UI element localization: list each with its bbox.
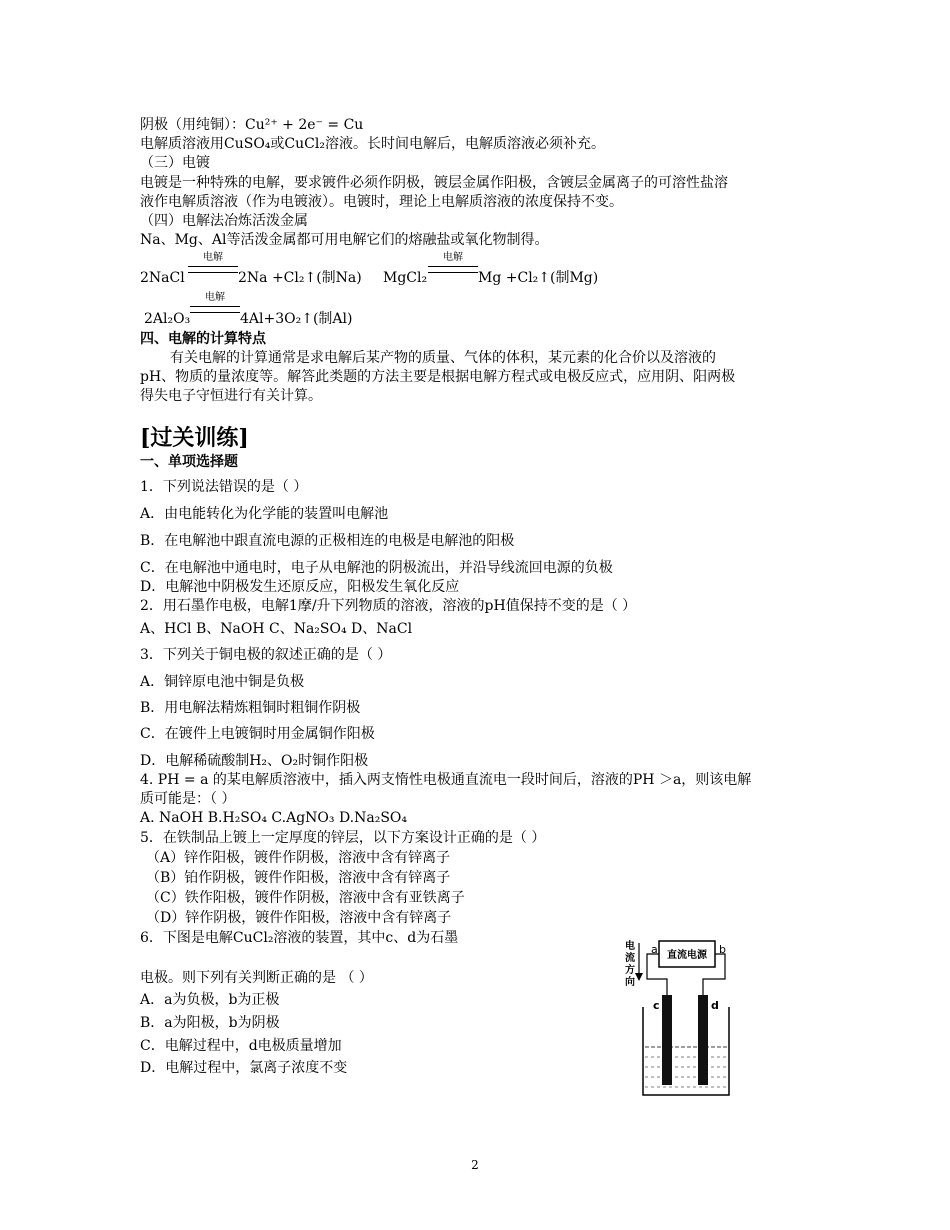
metal-smelting-text: Na、Mg、Al等活泼金属都可用电解它们的熔融盐或氧化物制得。 (140, 232, 549, 248)
eq3-product: 4Al+3O₂↑(制Al) (240, 311, 353, 327)
calc-text-1: 有关电解的计算通常是求电解后某产物的质量、气体的体积，某元素的化合价以及溶液的 (170, 350, 716, 366)
eq2-equals-sign (428, 266, 478, 273)
q1-option-b: B．在电解池中跟直流电源的正极相连的电极是电解池的阳极 (140, 533, 515, 549)
electrode-d-label: d (711, 999, 719, 1012)
q3-option-a: A．铜锌原电池中铜是负极 (140, 674, 305, 690)
current-direction-arrowhead (635, 973, 643, 981)
eq1-equals-sign (188, 266, 238, 273)
eq1-reactant: 2NaCl (140, 270, 185, 286)
q5-option-b: （B）铂作阴极，镀件作阳极，溶液中含有锌离子 (146, 870, 451, 886)
q1-option-a: A．由电能转化为化学能的装置叫电解池 (140, 506, 389, 522)
q5-stem: 5．在铁制品上镀上一定厚度的锌层，以下方案设计正确的是（ ） (140, 830, 546, 846)
q5-option-d: （D）锌作阴极，镀件作阳极，溶液中含有锌离子 (146, 910, 452, 926)
section-electroplating-title: （三）电镀 (140, 155, 210, 171)
q6-option-d: D．电解过程中，氯离子浓度不变 (140, 1060, 348, 1076)
page-number: 2 (471, 1158, 479, 1172)
q3-option-c: C．在镀件上电镀铜时用金属铜作阳极 (140, 726, 375, 742)
q5-option-a: （A）锌作阳极，镀件作阴极，溶液中含有锌离子 (146, 850, 451, 866)
q6-stem-1: 6．下图是电解CuCl₂溶液的装置，其中c、d为石墨 (140, 930, 459, 946)
q1-option-d: D．电解池中阴极发生还原反应，阳极发生氧化反应 (140, 579, 460, 595)
eq1-product: 2Na +Cl₂↑(制Na) (238, 270, 362, 286)
q4-stem-1: 4. PH = a 的某电解质溶液中，插入两支惰性电极通直流电一段时间后，溶液的PH ＞a，则该电解 (140, 772, 752, 788)
eq2-condition: 电解 (443, 252, 463, 263)
q4-options: A. NaOH B.H₂SO₄ C.AgNO₃ D.Na₂SO₄ (140, 810, 408, 826)
q6-stem-2: 电极。则下列有关判断正确的是 （ ） (140, 970, 373, 986)
terminal-a-label: a (651, 943, 658, 956)
current-direction-char-2: 流 (625, 953, 635, 964)
calc-text-3: 得失电子守恒进行有关计算。 (140, 388, 322, 404)
q3-option-d: D．电解稀硫酸制H₂、O₂时铜作阳极 (140, 753, 369, 769)
electrolyte-text: 电解质溶液用CuSO₄或CuCl₂溶液。长时间电解后，电解质溶液必须补充。 (140, 136, 605, 152)
electrode-d (698, 995, 708, 1085)
electrolysis-apparatus-figure (615, 935, 745, 1100)
training-title: [过关训练] (140, 425, 249, 451)
beaker (643, 1007, 729, 1095)
cathode-equation: 阴极（用纯铜）：Cu²⁺ + 2e⁻ = Cu (140, 117, 364, 133)
section-calc-title: 四、电解的计算特点 (140, 331, 266, 347)
current-direction-char-3: 方 (625, 965, 635, 976)
electroplating-text-2: 液作电解质溶液（作为电镀液）。电镀时，理论上电解质溶液的浓度保持不变。 (140, 194, 623, 210)
electrode-c-label: c (653, 999, 660, 1012)
q2-stem: 2．用石墨作电极，电解1摩/升下列物质的溶液，溶液的pH值保持不变的是（ ） (140, 598, 637, 614)
eq3-reactant: 2Al₂O₃ (144, 311, 191, 327)
section-metal-smelting-title: （四）电解法冶炼活泼金属 (140, 213, 308, 229)
current-direction-char-4: 向 (625, 977, 635, 988)
single-choice-title: 一、单项选择题 (140, 454, 238, 470)
q3-stem: 3．下列关于铜电极的叙述正确的是（ ） (140, 647, 392, 663)
eq3-condition: 电解 (205, 292, 225, 303)
dc-power-supply-label: 直流电源 (667, 950, 707, 961)
eq2-reactant: MgCl₂ (383, 270, 428, 286)
q1-option-c: C．在电解池中通电时，电子从电解池的阴极流出，并沿导线流回电源的负极 (140, 560, 613, 576)
terminal-b-label: b (719, 943, 726, 956)
q6-option-a: A．a为负极，b为正极 (140, 992, 280, 1008)
eq3-equals-sign (190, 306, 240, 313)
q6-option-c: C．电解过程中，d电极质量增加 (140, 1038, 342, 1054)
eq1-condition: 电解 (203, 252, 223, 263)
electroplating-text-1: 电镀是一种特殊的电解，要求镀件必须作阴极，镀层金属作阳极，含镀层金属离子的可溶性盐溶 (140, 175, 728, 191)
q5-option-c: （C）铁作阳极，镀件作阴极，溶液中含有亚铁离子 (146, 890, 465, 906)
q6-option-b: B．a为阳极，b为阴极 (140, 1015, 280, 1031)
calc-text-2: pH、物质的量浓度等。解答此类题的方法主要是根据电解方程式或电极反应式，应用阴、阳两极 (140, 369, 736, 385)
q4-stem-2: 质可能是：（ ） (140, 791, 236, 807)
q1-stem: 1．下列说法错误的是（ ） (140, 479, 308, 495)
electrode-c (662, 995, 672, 1085)
eq2-product: Mg +Cl₂↑(制Mg) (478, 270, 599, 286)
current-direction-char-1: 电 (625, 941, 635, 952)
q3-option-b: B．用电解法精炼粗铜时粗铜作阴极 (140, 700, 361, 716)
q2-options: A、HCl B、NaOH C、Na₂SO₄ D、NaCl (140, 621, 413, 637)
